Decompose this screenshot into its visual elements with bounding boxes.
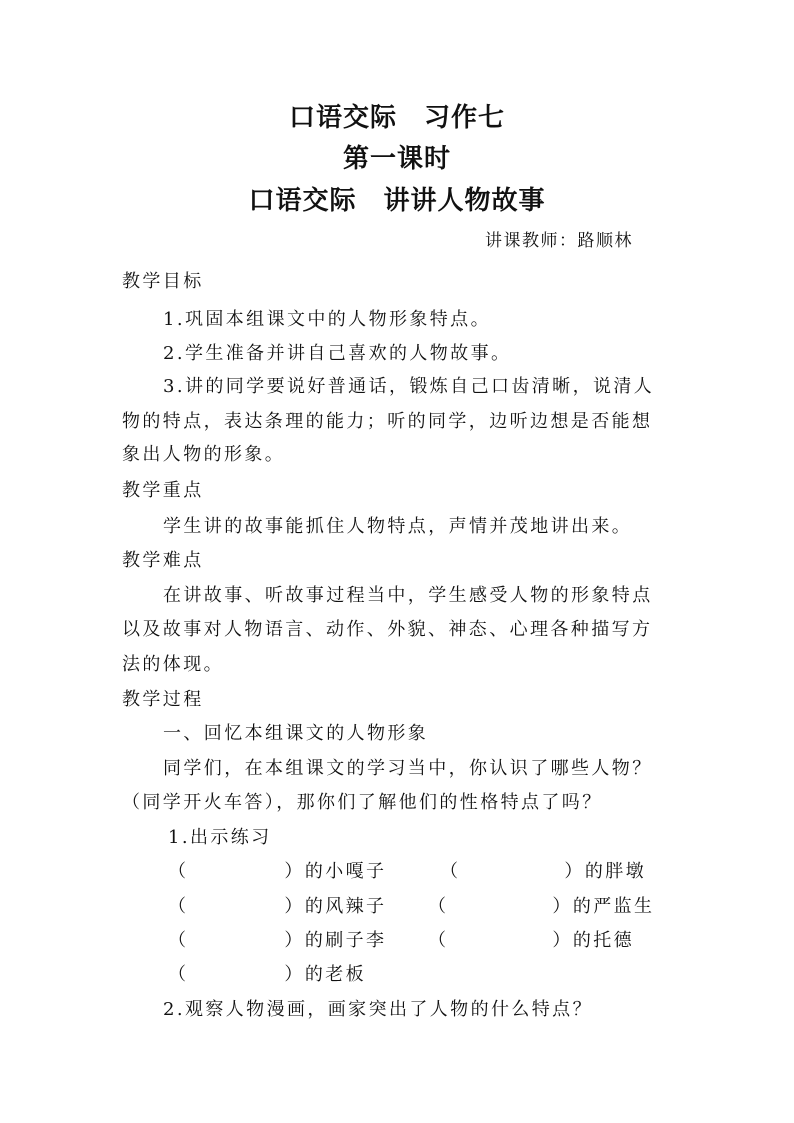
objectives-heading: 教学目标	[122, 271, 204, 292]
blank-label-5: 的刷子李	[304, 930, 387, 951]
close-paren: ）	[284, 896, 305, 917]
open-paren: （	[168, 896, 189, 917]
blank-label-1: 的小嘎子	[304, 861, 387, 882]
difficulty-line-3: 法的体现。	[122, 654, 224, 675]
objective-3-line-3: 象出人物的形象。	[122, 444, 286, 465]
title-line-3: 口语交际 讲讲人物故事	[248, 186, 546, 216]
process-para-line-1: 同学们，在本组课文的学习当中，你认识了哪些人物？	[163, 758, 653, 779]
blank-label-3: 的风辣子	[304, 896, 387, 917]
close-paren: ）	[284, 861, 305, 882]
close-paren: ）	[284, 930, 305, 951]
blank-label-2: 的胖墩	[584, 861, 647, 882]
blank-item-7	[168, 966, 366, 984]
blank-item-2	[440, 863, 646, 881]
difficulty-line-1: 在讲故事、听故事过程当中，学生感受人物的形象特点	[163, 585, 653, 606]
blank-item-1	[168, 863, 386, 881]
open-paren: （	[168, 861, 189, 882]
open-paren: （	[428, 930, 449, 951]
objective-3-line-2: 物的特点，表达条理的能力；听的同学，边听边想是否能想	[122, 411, 653, 432]
open-paren: （	[428, 896, 449, 917]
process-section-1: 一、回忆本组课文的人物形象	[163, 723, 429, 744]
blank-item-4	[428, 898, 654, 916]
blank-label-7: 的老板	[304, 964, 367, 985]
open-paren: （	[168, 930, 189, 951]
blank-label-6: 的托德	[572, 930, 635, 951]
difficulty-heading: 教学难点	[122, 550, 204, 571]
blank-label-4: 的严监生	[572, 896, 655, 917]
title-line-2: 第一课时	[342, 144, 451, 174]
objective-2: 2.学生准备并讲自己喜欢的人物故事。	[163, 343, 512, 364]
objective-1: 1.巩固本组课文中的人物形象特点。	[163, 309, 491, 330]
close-paren: ）	[552, 930, 573, 951]
open-paren: （	[168, 964, 189, 985]
close-paren: ）	[564, 861, 585, 882]
process-para-line-2: （同学开火车答），那你们了解他们的性格特点了吗？	[122, 792, 603, 813]
teacher-name: 讲课教师：路顺林	[485, 231, 633, 251]
exercise-title: 1.出示练习	[168, 827, 272, 848]
title-line-1: 口语交际 习作七	[288, 103, 505, 133]
blank-item-6	[428, 932, 634, 950]
key-point-text: 学生讲的故事能抓住人物特点，声情并茂地讲出来。	[163, 516, 633, 537]
process-item-2: 2.观察人物漫画，画家突出了人物的什么特点？	[163, 999, 593, 1020]
difficulty-line-2: 以及故事对人物语言、动作、外貌、神态、心理各种描写方	[122, 619, 653, 640]
objective-3-line-1: 3.讲的同学要说好普通话，锻炼自己口齿清晰，说清人	[163, 376, 655, 397]
process-heading: 教学过程	[122, 689, 204, 710]
blank-item-3	[168, 898, 386, 916]
close-paren: ）	[284, 964, 305, 985]
open-paren: （	[440, 861, 461, 882]
blank-item-5	[168, 932, 386, 950]
close-paren: ）	[552, 896, 573, 917]
key-point-heading: 教学重点	[122, 480, 204, 501]
